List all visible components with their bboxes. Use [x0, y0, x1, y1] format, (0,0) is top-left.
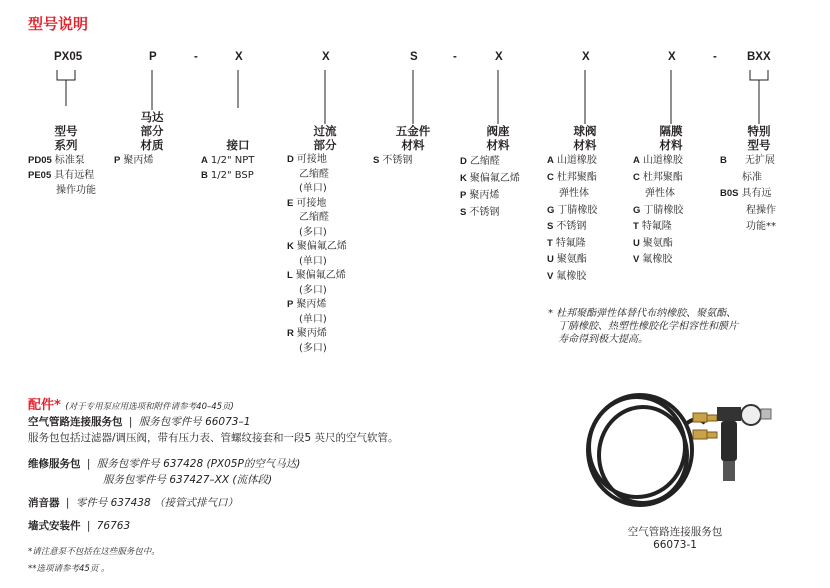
inlet-options: [201, 153, 254, 183]
code-part-special: BXX: [747, 51, 771, 63]
list-item: P 聚丙烯: [287, 299, 327, 310]
inlet-heading: 接口: [226, 138, 250, 152]
code-part-motor: P: [149, 51, 157, 63]
code-part-inlet: X: [235, 51, 243, 63]
list-item: A 山道橡胶: [633, 155, 683, 166]
list-item: A 山道橡胶: [547, 155, 597, 166]
list-item: G 丁腈橡胶: [633, 204, 684, 216]
model-series-heading: 型号 系列: [54, 124, 78, 152]
list-item: 程操作: [746, 204, 776, 216]
list-item: G 丁腈橡胶: [547, 204, 598, 216]
list-item: A 1/2" NPT: [201, 155, 255, 166]
list-item: S 不锈钢: [547, 221, 587, 232]
diaphragm-options: [633, 153, 683, 269]
image-caption: 空气管路连接服务包 66073-1: [627, 526, 723, 551]
ball-options: [547, 153, 597, 285]
list-item: (多口): [299, 226, 327, 238]
list-item: PD05 标准泵: [28, 155, 85, 166]
hardware-options: [373, 153, 412, 168]
list-item: (多口): [299, 284, 327, 296]
list-item: R 聚丙烯: [287, 328, 327, 339]
fluid-section-heading: 过流 部分: [313, 124, 337, 152]
footnote-2: **选项请参考45页 。: [28, 564, 110, 574]
list-item: K 聚偏氟乙烯: [287, 241, 347, 252]
list-item: K 聚偏氟乙烯: [460, 173, 520, 184]
list-item: U 聚氨酯: [547, 254, 587, 265]
list-item: S 不锈钢: [460, 207, 500, 218]
code-part-fluid: X: [322, 51, 330, 63]
special-options: [720, 153, 776, 236]
accessory-repair-kit-2: 服务包零件号 637427–XX (流体段): [103, 474, 273, 486]
accessories-title: 配件* (对于专用泵应用选项和附件请参考40–45页): [28, 398, 234, 413]
list-item: L 聚偏氟乙烯: [287, 270, 346, 281]
list-item: (多口): [299, 342, 327, 354]
list-item: B0S 具有远: [720, 188, 772, 199]
code-part-hardware: S: [410, 51, 418, 63]
code-part-dash: -: [194, 51, 198, 63]
list-item: 乙缩醛: [299, 212, 329, 223]
accessory-air-kit: 空气管路连接服务包 | 服务包零件号 66073–1: [28, 416, 251, 428]
diaphragm-heading: 隔膜 材料: [659, 124, 683, 152]
list-item: C 杜邦聚酯: [633, 171, 683, 183]
accessory-repair-kit: 维修服务包 | 服务包零件号 637428 (PX05P的空气马达): [28, 458, 301, 470]
footnote-1: *请注意泵不包括在这些服务包中。: [28, 547, 160, 557]
list-item: P 聚丙烯: [460, 190, 500, 201]
special-heading: 特别 型号: [747, 124, 771, 152]
list-item: C 杜邦聚酯: [547, 171, 597, 183]
list-item: E 可接地: [287, 197, 327, 209]
page-title: 型号说明: [28, 15, 89, 33]
list-item: 弹性体: [645, 188, 675, 199]
code-part-seat: X: [495, 51, 503, 63]
code-part-ball: X: [582, 51, 590, 63]
list-item: U 聚氨酯: [633, 237, 673, 249]
list-item: B 1/2" BSP: [201, 170, 254, 181]
list-item: D 可接地: [287, 154, 327, 165]
list-item: 弹性体: [559, 188, 589, 199]
list-item: 功能**: [746, 221, 776, 232]
air-line-kit-image: [575, 385, 815, 525]
model-series-options: [28, 153, 96, 198]
accessory-wall-mount: 墙式安装件 | 76763: [28, 520, 131, 532]
motor-section-heading: 马达 部分 材质: [140, 110, 164, 152]
code-part-diaphragm: X: [668, 51, 676, 63]
list-item: T 特氟隆: [633, 221, 672, 232]
seat-heading: 阀座 材料: [486, 124, 510, 152]
accessory-air-kit-desc: 服务包包括过滤器/调压阀，带有压力表、管螺纹接套和一段5 英尺的空气软管。: [28, 432, 399, 444]
motor-options: [114, 153, 153, 168]
list-item: 操作功能: [56, 185, 96, 196]
list-item: (单口): [299, 313, 327, 325]
list-item: PE05 具有远程: [28, 170, 95, 181]
accessory-muffler: 消音器 | 零件号 637438 （接管式排气口）: [28, 497, 238, 509]
list-item: B 无扩展: [720, 155, 775, 166]
hardware-heading: 五金件 材料: [395, 124, 431, 152]
list-item: (单口): [299, 183, 327, 194]
list-item: V 氟橡胶: [633, 254, 673, 265]
list-item: (单口): [299, 255, 327, 267]
list-item: 标准: [742, 171, 762, 183]
list-item: 乙缩醛: [299, 168, 329, 180]
code-part-dash: -: [713, 51, 717, 63]
list-item: P 聚丙烯: [114, 155, 154, 166]
connector-lines: [0, 0, 830, 200]
fluid-options: [287, 153, 347, 356]
list-item: D 乙缩醛: [460, 156, 500, 167]
list-item: T 特氟隆: [547, 237, 586, 249]
ball-heading: 球阀 材料: [573, 124, 597, 152]
material-footnote: * 杜邦聚酯弹性体替代布纳橡胶、聚氨酯、 丁腈橡胶、热塑性橡胶化学相容性和膜片 寿命得到极大提高。: [548, 308, 738, 345]
code-part-dash: -: [453, 51, 457, 63]
list-item: V 氟橡胶: [547, 270, 587, 282]
list-item: S 不锈钢: [373, 155, 413, 166]
seat-options: [460, 153, 520, 221]
code-part-series: PX05: [54, 51, 83, 63]
